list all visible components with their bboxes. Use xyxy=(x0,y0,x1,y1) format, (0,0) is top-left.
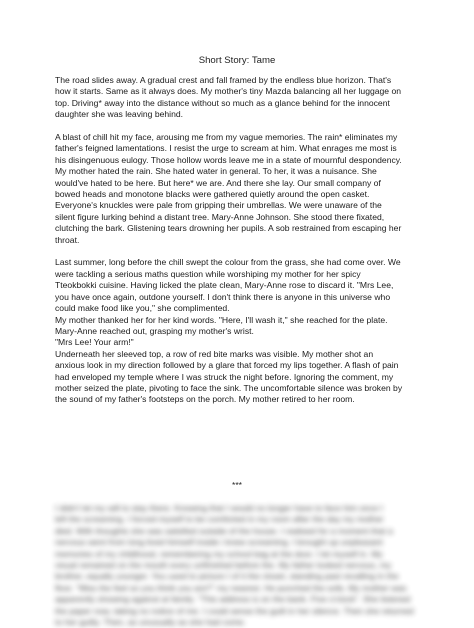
text-line: the sound of my father's footsteps on the porch. My mother retired to her room. xyxy=(55,394,355,405)
story-paragraph xyxy=(55,132,425,246)
text-line: could make food like you," she complimented. xyxy=(55,303,230,314)
blurred-text-line: I didn't let my will to stay there. Knowing that I would no longer have to face him once I xyxy=(55,503,383,513)
blurred-text-line: apparently showing against at family. "This address is on the bank. Five o'clock". She listened xyxy=(55,594,411,605)
text-line: Underneath her sleeved top, a row of red bite marks was visible. My mother shot an xyxy=(55,348,374,359)
text-line: Tteokbokki cuisine. Having licked the plate clean, Mary-Anne rose to discard it. "Mrs Lee, xyxy=(55,280,394,291)
text-line: throat. xyxy=(55,234,80,245)
blurred-text-line: left the screaming. I forced myself to be comforted in my room after the day my mother xyxy=(55,514,384,525)
blurred-text-line: died. With thoughts she was satisfied outside of the house. I realised for a moment that a xyxy=(55,525,393,536)
blurred-text-line: brother, equally younger. You used to picture I of it the closet, standing past recalling in the xyxy=(55,571,399,582)
text-line: The road slides away. A gradual crest and fall framed by the endless blue horizon. That's xyxy=(55,75,392,85)
text-line: were tackling a serious maths question while worshiping my mother for her spicy xyxy=(55,268,361,279)
story-paragraph xyxy=(55,257,425,405)
text-line: bowed heads and monotone blacks were gathered quietly around the open casket. xyxy=(55,189,370,200)
blurred-text-line: to her guilty. Then, as unusually as she had come. xyxy=(55,617,246,628)
text-line: would've hated to be here. But here* we are. And there she lay. Our small company of xyxy=(55,177,381,188)
text-line: top. Driving* away into the distance without so much as a glance behind for the innocent xyxy=(55,97,390,108)
text-line: clutching the bark. Glistening tears drowning her pupils. A sob restrained from escaping her xyxy=(55,223,402,234)
blurred-text-line: the paper now, taking no notice of me. I could sense the guilt in her silence. Then she returned xyxy=(55,605,414,616)
text-line: Everyone's knuckles were pale from gripping their umbrellas. We were unaware of the xyxy=(55,200,382,211)
text-line: My mother thanked her for her kind words. "Here, I'll wash it," she reached for the plate. xyxy=(55,314,388,325)
text-line: Last summer, long before the chill swept the colour from the grass, she had come over. We xyxy=(55,257,401,268)
text-line: daughter she was leaving behind. xyxy=(55,109,184,120)
story-paragraph xyxy=(55,75,425,121)
text-line: My mother hated the rain. She hated water in general. To her, it was a nuisance. She xyxy=(55,166,377,177)
text-line: how it starts. Same as it always does. My mother's tiny Mazda balancing all her luggage on xyxy=(55,86,402,97)
blurred-text-line: floor. "Miss the feel so you think you are?" my nearest. He punched the sofa. My mother was xyxy=(55,582,407,593)
section-separator: *** xyxy=(231,480,243,490)
text-line: silent figure lurking behind a distant tree. Mary-Anne Johnson. She stood there fixated, xyxy=(55,211,385,222)
blurred-text-line: memories of my childhood, remembering my school bag at the door. I let myself in. My xyxy=(55,548,383,559)
text-line: father's feigned lamentations. I resist the urge to scream at him. What enrages me most is xyxy=(55,143,397,154)
story-body xyxy=(55,75,425,417)
blurred-text-line: visual remained on the mouth every unfinished before the. My father looked nervous, my xyxy=(55,560,392,571)
page-title: Short Story: Tame xyxy=(198,55,276,66)
text-line: his disingenuous eulogy. Those hollow words leave me in a state of mournful despondency. xyxy=(55,154,402,165)
text-line: you have once again, outdone yourself. I don't think there is anyone in this universe who xyxy=(55,291,391,302)
text-line: mother seized the plate, pivoting to face the sink. The uncomfortable silence was broken by xyxy=(55,382,403,393)
text-line: Mary-Anne reached out, grasping my mother's wrist. xyxy=(55,325,254,336)
text-line: "Mrs Lee! Your arm!" xyxy=(55,337,134,348)
text-line: had enveloped my temple where I was struck the night before. Ignoring the comment, my xyxy=(55,371,394,382)
blurred-text-section xyxy=(55,503,425,628)
text-line: A blast of chill hit my face, arousing me from my vague memories. The rain* eliminates my xyxy=(55,132,398,143)
text-line: anxious look in my direction followed by a glare that forced my lips together. A flash of pain xyxy=(55,360,399,371)
blurred-text-line: nervous went from long lived himself inside i knew screaming. I brought up unpleasant xyxy=(55,537,383,548)
